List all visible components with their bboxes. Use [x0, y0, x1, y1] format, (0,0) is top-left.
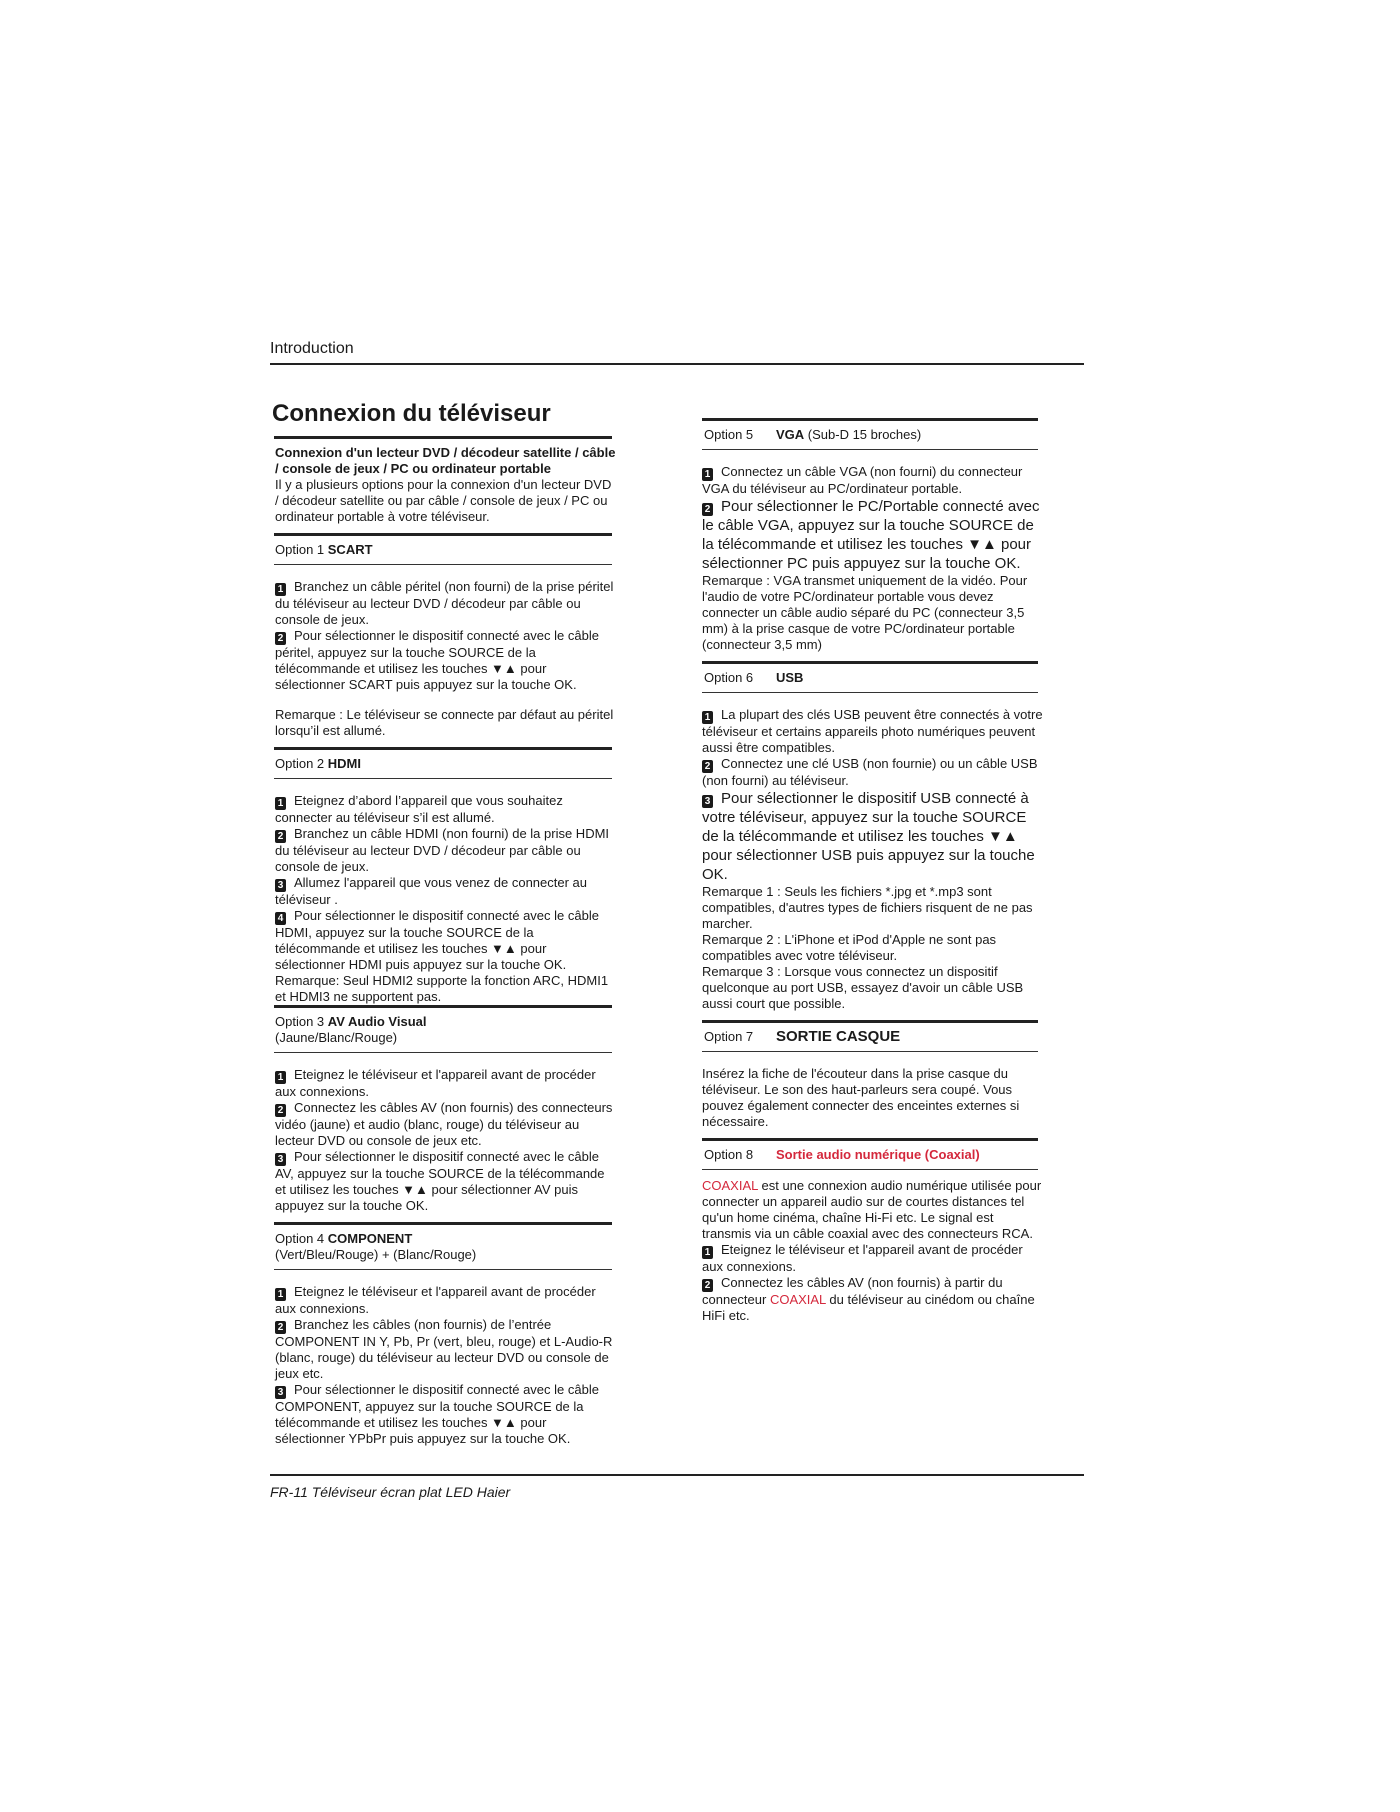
option-6-note-3: Remarque 3 : Lorsque vous connectez un dispositif quelconque au port USB, essayez d'avoir un câble USB aussi court que possible. [702, 964, 1024, 1011]
option-8-step-2: 2 Connectez les câbles AV (non fournis) à partir du connecteur COAXIAL du téléviseur au cinédom ou chaîne HiFi etc. [702, 1275, 1035, 1323]
option-2-header: Option 2 HDMI [275, 756, 361, 771]
step-number-badge: 1 [275, 797, 286, 810]
option-8-body: COAXIAL est une connexion audio numérique utilisée pour connecter un appareil audio sur de courtes distances tel qu'un home cinéma, chaîne Hi-Fi etc. Le signal est transmis via un câble coaxial avec des connecteurs RCA. [702, 1178, 1042, 1241]
option-3-header: Option 3 AV Audio Visual (Jaune/Blanc/Rouge) [275, 1014, 427, 1045]
option-1-note: Remarque : Le téléviseur se connecte par défaut au péritel lorsqu’il est allumé. [275, 707, 614, 738]
step-number-badge: 3 [702, 795, 713, 808]
option-2-step-4: 4 Pour sélectionner le dispositif connecté avec le câble HDMI, appuyez sur la touche SOURCE de la télécommande et utilisez les touches ▼▲ pour sélectionner HDMI puis appuyez sur la touche OK. [275, 908, 599, 972]
option-1-step-1: 1 Branchez un câble péritel (non fourni) de la prise péritel du téléviseur au lecteur DVD / décodeur par câble ou console de jeux. [275, 579, 614, 627]
step-number-badge: 2 [275, 1321, 286, 1334]
step-number-badge: 3 [275, 879, 286, 892]
option-3-step-2: 2 Connectez les câbles AV (non fournis) des connecteurs vidéo (jaune) et audio (blanc, rouge) du téléviseur au lecteur DVD ou console de jeux etc. [275, 1100, 613, 1148]
intro-heading: Connexion d'un lecteur DVD / décodeur satellite / câble / console de jeux / PC ou ordinateur portable [275, 445, 616, 476]
option-6-note-2: Remarque 2 : L'iPhone et iPod d'Apple ne sont pas compatibles avec votre téléviseur. [702, 932, 997, 963]
step-number-badge: 2 [702, 760, 713, 773]
option-5-step-1: 1 Connectez un câble VGA (non fourni) du connecteur VGA du téléviseur au PC/ordinateur portable. [702, 464, 1023, 496]
step-number-badge: 2 [702, 1279, 713, 1292]
step-number-badge: 1 [275, 1071, 286, 1084]
step-number-badge: 1 [702, 468, 713, 481]
option-3-step-3: 3 Pour sélectionner le dispositif connecté avec le câble AV, appuyez sur la touche SOURCE de la télécommande et utilisez les touches ▼▲ pour sélectionner AV puis appuyez sur la touche OK. [275, 1149, 605, 1213]
option-1-step-2: 2 Pour sélectionner le dispositif connecté avec le câble péritel, appuyez sur la touche SOURCE de la télécommande et utilisez les touches ▼▲ pour sélectionner SCART puis appuyez sur la touche OK. [275, 628, 599, 692]
step-number-badge: 2 [275, 830, 286, 843]
option-5-step-2: 2 Pour sélectionner le PC/Portable connecté avec le câble VGA, appuyez sur la touche SOURCE de la télécommande et utilisez les touches ▼▲ pour sélectionner PC puis appuyez sur la touche OK. [702, 498, 1040, 572]
option-7-body: Insérez la fiche de l'écouteur dans la prise casque du téléviseur. Le son des haut-parleurs sera coupé. Vous pouvez également connecter des enceintes externes si nécessaire. [702, 1066, 1020, 1129]
page-title: Connexion du téléviseur [272, 400, 551, 427]
step-number-badge: 1 [275, 1288, 286, 1301]
step-number-badge: 1 [702, 1246, 713, 1259]
option-8-header: Option 8 Sortie audio numérique (Coaxial) [704, 1147, 980, 1162]
option-6-header: Option 6 USB [704, 670, 804, 685]
footer-rule [270, 1474, 1084, 1476]
option-5-header: Option 5 VGA (Sub-D 15 broches) [704, 427, 922, 442]
left-column [270, 400, 616, 1447]
option-4-step-3: 3 Pour sélectionner le dispositif connecté avec le câble COMPONENT, appuyez sur la touche SOURCE de la télécommande et utilisez les touches ▼▲ pour sélectionner YPbPr puis appuyez sur la touche OK. [275, 1382, 599, 1446]
option-8-step-1: 1 Eteignez le téléviseur et l'appareil avant de procéder aux connexions. [702, 1242, 1023, 1274]
section-label: Introduction [270, 340, 354, 357]
step-number-badge: 2 [275, 632, 286, 645]
option-6-step-3: 3 Pour sélectionner le dispositif USB connecté à votre téléviseur, appuyez sur la touche SOURCE de la télécommande et utilisez les touches ▼▲ pour sélectionner USB puis appuyez sur la touche OK. [702, 790, 1035, 883]
option-2-step-1: 1 Eteignez d’abord l’appareil que vous souhaitez connecter au téléviseur s’il est allumé. [275, 793, 563, 825]
option-2-note: Remarque: Seul HDMI2 supporte la fonction ARC, HDMI1 et HDMI3 ne supportent pas. [275, 973, 609, 1004]
step-number-badge: 4 [275, 912, 286, 925]
option-4-step-2: 2 Branchez les câbles (non fournis) de l’entrée COMPONENT IN Y, Pb, Pr (vert, bleu, rouge) et L-Audio-R (blanc, rouge) du téléviseur au lecteur DVD ou console de jeux etc. [275, 1317, 613, 1381]
step-number-badge: 2 [275, 1104, 286, 1117]
option-7-header: Option 7 SORTIE CASQUE [704, 1028, 901, 1045]
option-6-note-1: Remarque 1 : Seuls les fichiers *.jpg et *.mp3 sont compatibles, d'autres types de fichiers risquent de ne pas marcher. [702, 884, 1033, 931]
right-column [702, 418, 1044, 1324]
option-6-step-1: 1 La plupart des clés USB peuvent être connectés à votre téléviseur et certains appareils photo numériques peuvent aussi être compatibles. [702, 707, 1043, 755]
step-number-badge: 3 [275, 1386, 286, 1399]
option-6-step-2: 2 Connectez une clé USB (non fournie) ou un câble USB (non fourni) au téléviseur. [702, 756, 1038, 788]
step-number-badge: 2 [702, 503, 713, 516]
step-number-badge: 1 [702, 711, 713, 724]
divider [274, 436, 612, 439]
header-rule [270, 363, 1084, 365]
intro-body: Il y a plusieurs options pour la connexion d'un lecteur DVD / décodeur satellite ou par câble / console de jeux / PC ou ordinateur portable à votre téléviseur. [275, 477, 612, 524]
option-5-note: Remarque : VGA transmet uniquement de la vidéo. Pour l'audio de votre PC/ordinateur portable vous devez connecter un câble audio séparé du PC (connecteur 3,5 mm) à la prise casque de votre PC/ordinateur portable (connecteur 3,5 mm) [702, 573, 1028, 652]
step-number-badge: 3 [275, 1153, 286, 1166]
option-2-step-2: 2 Branchez un câble HDMI (non fourni) de la prise HDMI du téléviseur au lecteur DVD / décodeur par câble ou console de jeux. [275, 826, 610, 874]
option-4-step-1: 1 Eteignez le téléviseur et l'appareil avant de procéder aux connexions. [275, 1284, 596, 1316]
option-1-header: Option 1 SCART [275, 542, 373, 557]
step-number-badge: 1 [275, 583, 286, 596]
footer: FR-11 Téléviseur écran plat LED Haier [270, 1484, 511, 1500]
option-4-header: Option 4 COMPONENT (Vert/Bleu/Rouge) + (Blanc/Rouge) [275, 1231, 477, 1262]
option-3-step-1: 1 Eteignez le téléviseur et l'appareil avant de procéder aux connexions. [275, 1067, 596, 1099]
option-2-step-3: 3 Allumez l'appareil que vous venez de connecter au téléviseur . [275, 875, 587, 907]
